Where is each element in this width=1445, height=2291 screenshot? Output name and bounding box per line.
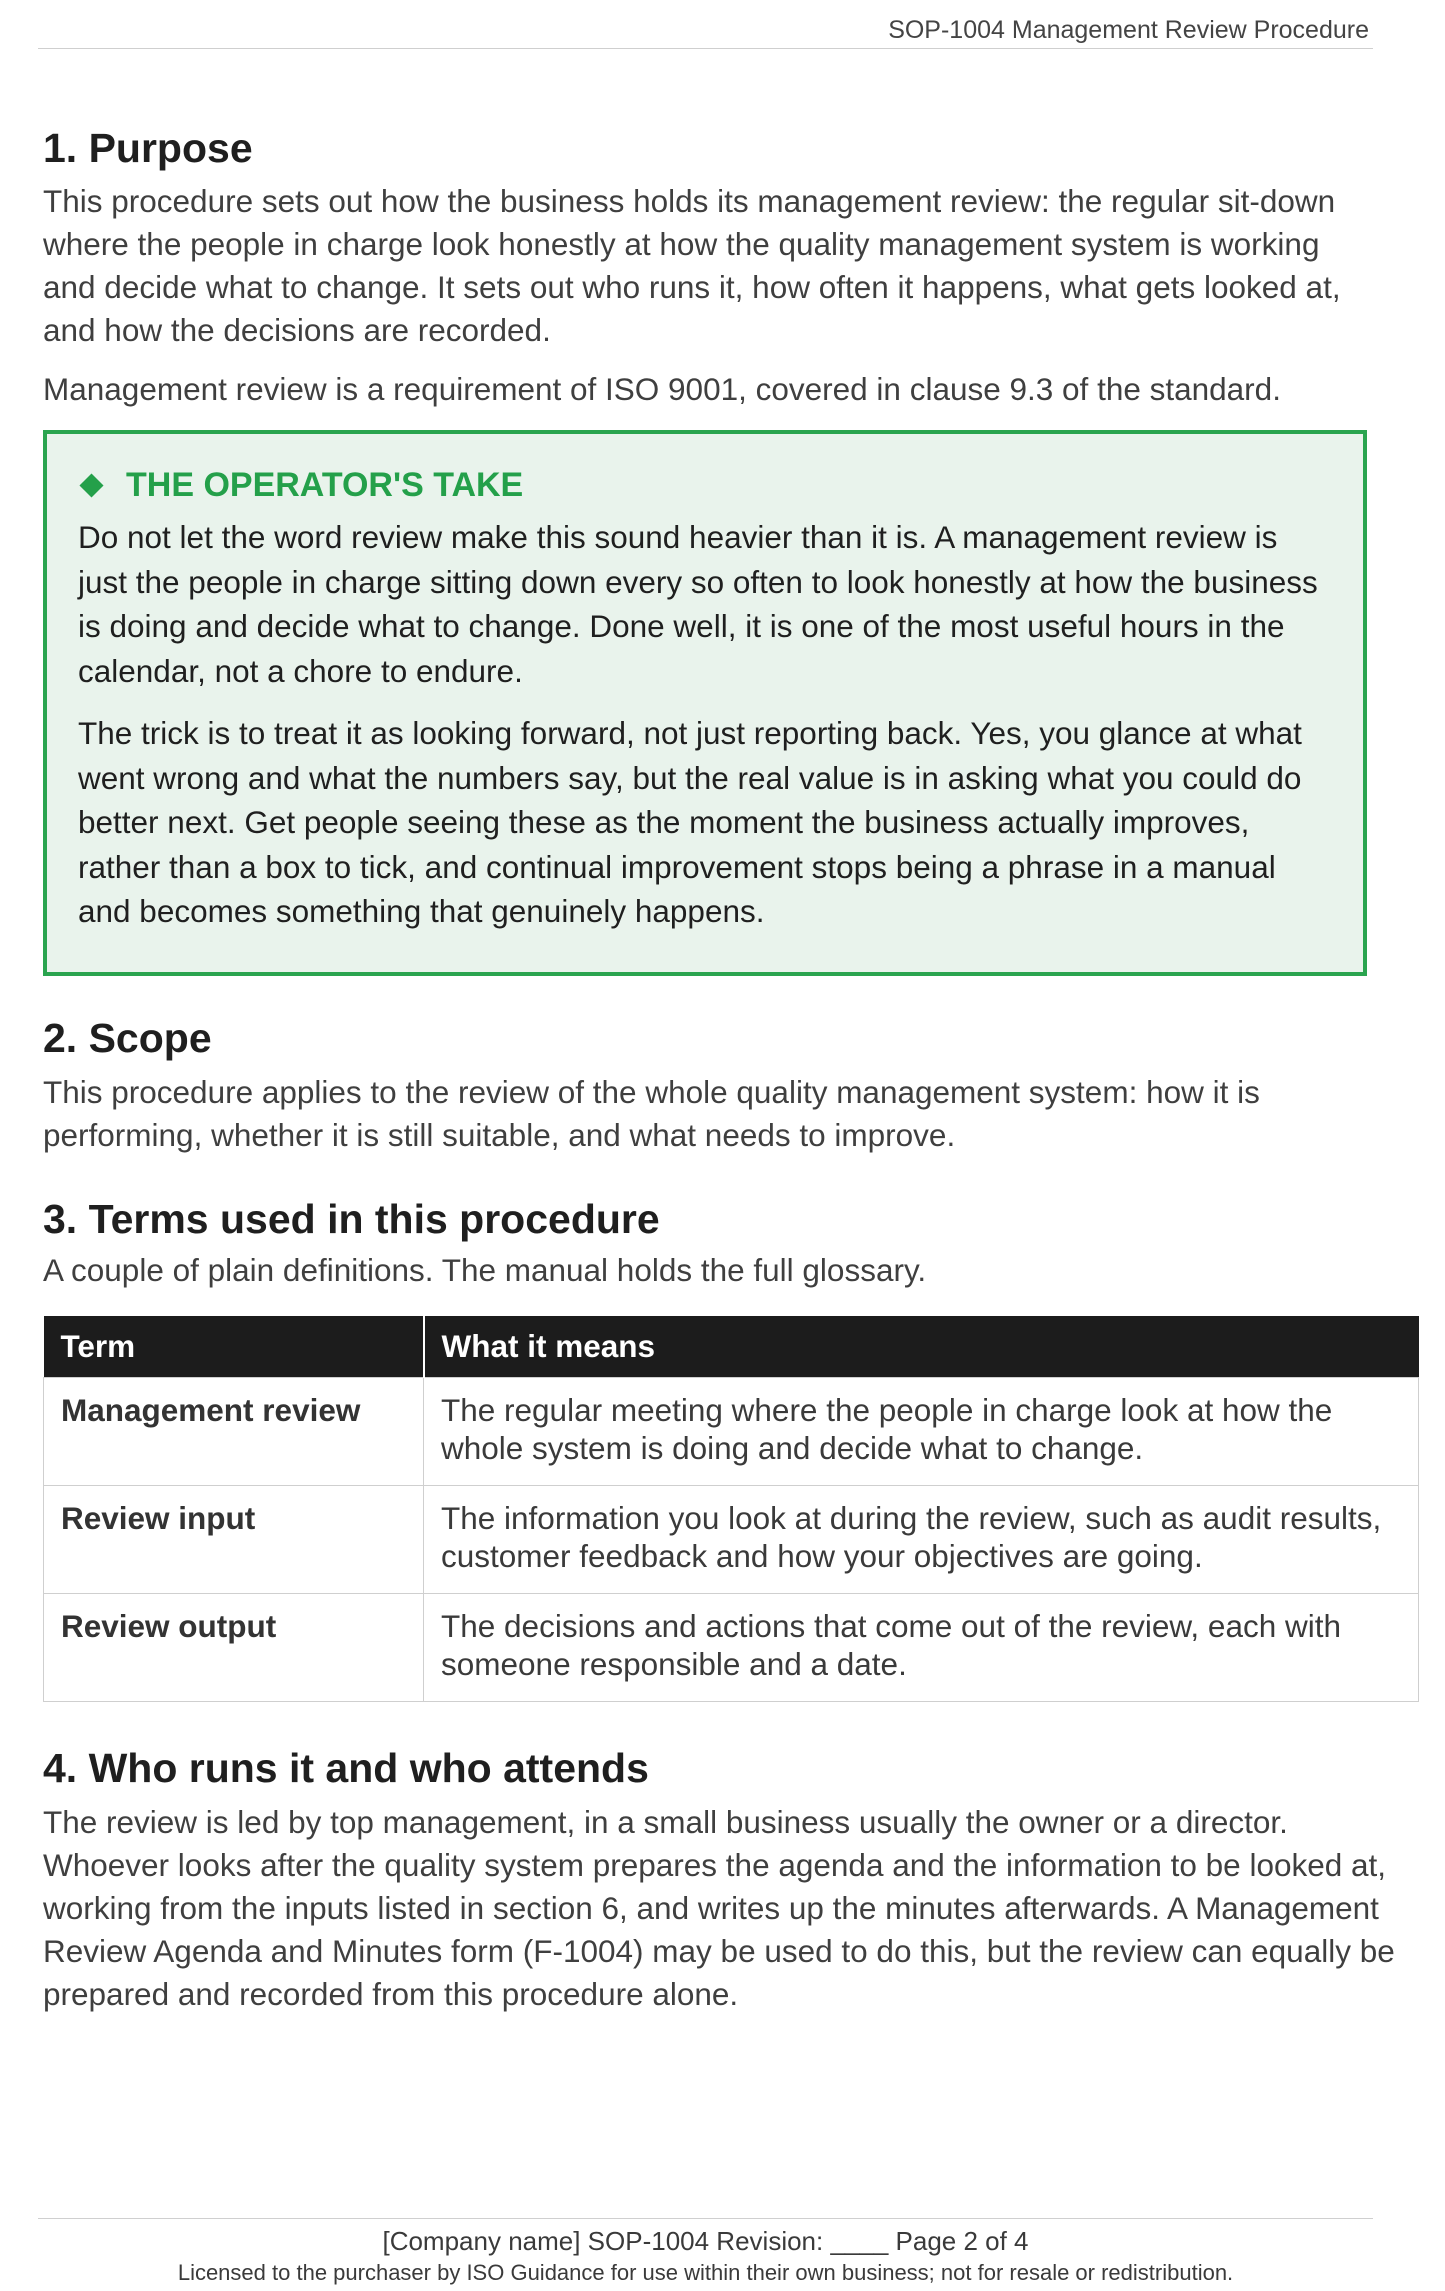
scope-paragraph: This procedure applies to the review of the whole quality management system: how it is performing, whether it is still suitable, and what needs to improve. [43, 1073, 1260, 1153]
table-row [44, 1377, 1419, 1485]
purpose-paragraph-1: This procedure sets out how the business holds its management review: the regular sit-down where the people in charge look honestly at how the quality management system is working and decide what to change. It sets out who runs it, how often it happens, what gets looked at, and how the decisions are recorded. [43, 183, 1341, 348]
section-scope-title: 2. Scope [43, 1014, 212, 1061]
section-terms-title: 3. Terms used in this procedure [43, 1195, 660, 1242]
meaning-cell: The decisions and actions that come out of the review, each with someone responsible and a date. [424, 1593, 1419, 1701]
terms-table [43, 1316, 1419, 1702]
terms-intro: A couple of plain definitions. The manual holds the full glossary. [43, 1251, 927, 1288]
term-cell: Management review [44, 1377, 424, 1485]
page-footer [38, 2218, 1373, 2287]
column-header-term: Term [44, 1316, 424, 1378]
callout-title: THE OPERATOR'S TAKE [126, 466, 524, 504]
term-cell: Review input [44, 1485, 424, 1593]
table-row [44, 1485, 1419, 1593]
footer-license-notice: Licensed to the purchaser by ISO Guidance for use within their own business; not for resale or redistribution. [177, 2260, 1234, 2285]
who-paragraph: The review is led by top management, in a small business usually the owner or a director. Whoever looks after the quality system prepares the agenda and the information to be looked at, working from the inputs listed in section 6, and writes up the minutes afterwards. A Management Review Agenda and Minutes form (F-1004) may be used to do this, but the review can equally be prepared and recorded from this procedure alone. [43, 1803, 1395, 2012]
footer-document-info: [Company name] SOP-1004 Revision: ____ Page 2 of 4 [382, 2226, 1029, 2256]
callout-paragraph-2: The trick is to treat it as looking forward, not just reporting back. Yes, you glance at what went wrong and what the numbers say, but the real value is in asking what you could do better next. Get people seeing these as the moment the business actually improves, rather than a box to tick, and continual improvement stops being a phrase in a manual and becomes something that genuinely happens. [78, 715, 1302, 929]
section-who-title: 4. Who runs it and who attends [43, 1744, 649, 1791]
section-purpose-title: 1. Purpose [43, 125, 253, 171]
table-row [44, 1593, 1419, 1701]
meaning-cell: The information you look at during the review, such as audit results, customer feedback and how your objectives are going. [424, 1485, 1419, 1593]
purpose-paragraph-2: Management review is a requirement of ISO 9001, covered in clause 9.3 of the standard. [43, 371, 1281, 407]
column-header-meaning: What it means [424, 1316, 1419, 1378]
callout-header [78, 465, 1331, 505]
callout-paragraph-1: Do not let the word review make this sound heavier than it is. A management review is just the people in charge sitting down every so often to look honestly at how the business is doing and decide what to change. Done well, it is one of the most useful hours in the calendar, not a chore to endure. [78, 519, 1318, 689]
operators-take-callout [43, 430, 1367, 976]
table-header-row [44, 1316, 1419, 1378]
diamond-icon [79, 473, 103, 497]
document-body [43, 122, 1415, 2016]
page-header [38, 14, 1373, 49]
header-title: SOP-1004 Management Review Procedure [888, 16, 1369, 44]
term-cell: Review output [44, 1593, 424, 1701]
meaning-cell: The regular meeting where the people in charge look at how the whole system is doing and decide what to change. [424, 1377, 1419, 1485]
